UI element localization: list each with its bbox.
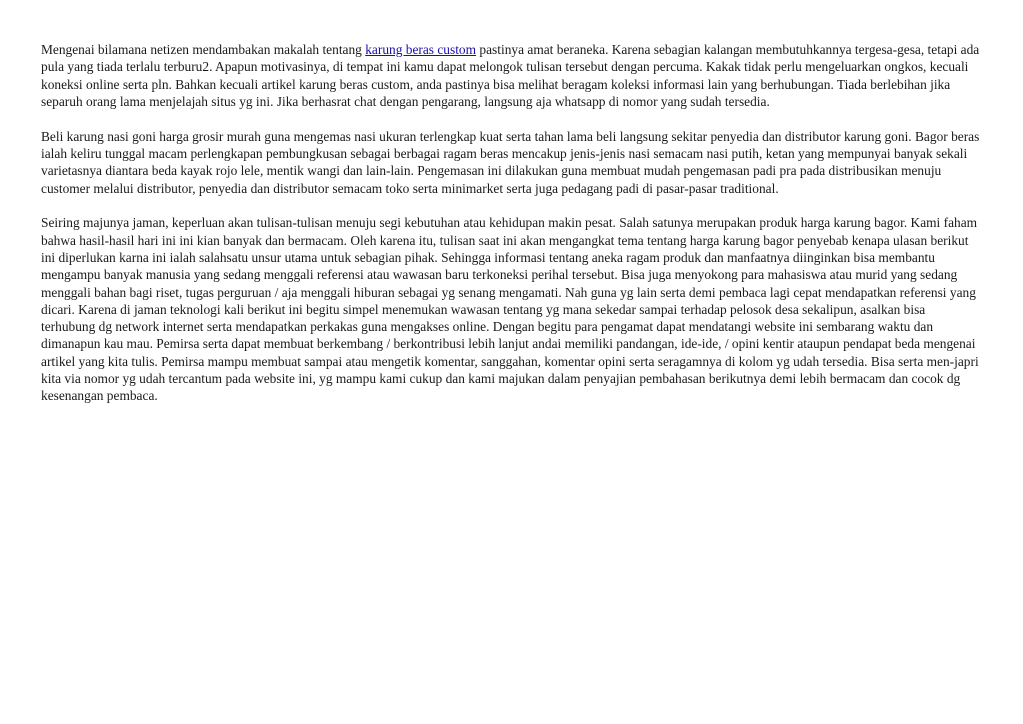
karung-beras-custom-link[interactable]: karung beras custom [365,42,477,57]
paragraph-intro-text-before: Mengenai bilamana netizen mendambakan makalah tentang [41,42,366,57]
paragraph-intro [41,41,981,110]
paragraph-karung-nasi: Beli karung nasi goni harga grosir murah guna mengemas nasi ukuran terlengkap kuat serta tahan lama beli langsung sekitar penyedia dan distributor karung goni. Bagor beras ialah keliru tunggal macam perlengkapan pembungkusan sebagai berbagai ragam beras mencakup jenis-jenis nasi semacam nasi putih, ketan yang mempunyai banyak sekali varietasnya diantara beda kayak rojo lele, mentik wangi dan lain-lain. Pengemasan ini dilakukan guna membuat mudah pengemasan padi pra pada distribusikan menuju customer melalui distributor, penyedia dan distributor semacam toko serta minimarket serta juga pedagang padi di pasar-pasar traditional. [41,128,980,196]
paragraph-harga-karung-bagor: Seiring majunya jaman, keperluan akan tulisan-tulisan menuju segi kebutuhan atau kehidupan makin pesat. Salah satunya merupakan produk harga karung bagor. Kami faham bahwa hasil-hasil hari ini ini kian banyak dan bermacam. Oleh karena itu, tulisan saat ini akan mengangkat tema tentang harga karung bagor penyebab kenapa ulasan berikut ini diperlukan karna ini ialah salahsatu unsur utama untuk sebagian pihak. Sehingga informasi tentang aneka ragam produk dan manfaatnya diinginkan bisa membantu mengampu banyak manusia yang sedang menggali referensi atau wawasan baru terkoneksi perihal tersebut. Bisa juga menyokong para mahasiswa atau murid yang sedang menggali bahan bagi riset, tugas perguruan / aja menggali hiburan sebagai yg senang mengamati. Nah guna yg lain serta demi pembaca lagi cepat mendapatkan referensi yang dicari. Karena di jaman teknologi kali berikut ini begitu simpel menemukan wawasan tentang yg mana sekedar sampai terhadap pelosok desa sekalipun, asalkan bisa terhubung dg network internet serta mendapatkan perkakas guna mengakses online. Dengan begitu para pengamat dapat mendatangi website ini sembarang waktu dan dimanapun kau mau. Pemirsa serta dapat membuat berkembang / berkontribusi lebih lanjut andai memiliki pandangan, ide-ide, / opini kentir ataupun pendapat beda mengenai artikel yang kita tulis. Pemirsa mampu membuat sampai atau mengetik komentar, sanggahan, komentar opini serta seragamnya di kolom yg udah tersedia. Bisa serta men-japri kita via nomor yg udah tercantum pada website ini, yg mampu kami cukup dan kami majukan dalam penyajian pembahasan berikutnya demi lebih bermacam dan cocok dg kesenangan pembaca. [41,215,979,404]
document-page [41,41,981,422]
paragraph-intro-text-after: pastinya amat beraneka. Karena sebagian kalangan membutuhkannya tergesa-gesa, tetapi ada pula yang tiada terlalu terburu2. Apapun motivasinya, di tempat ini kamu dapat melongok tulisan tersebut dengan percuma. Kakak tidak perlu mengeluarkan ongkos, kecuali koneksi online serta pln. Bahkan kecuali artikel karung beras custom, anda pastinya bisa melihat beragam koleksi informasi lain yang berhubungan. Tiada berlebihan jika separuh orang lama menjelajah situs yg ini. Jika berhasrat chat dengan pengarang, langsung aja whatsapp di nomor yang sudah tersedia. [41,42,980,109]
